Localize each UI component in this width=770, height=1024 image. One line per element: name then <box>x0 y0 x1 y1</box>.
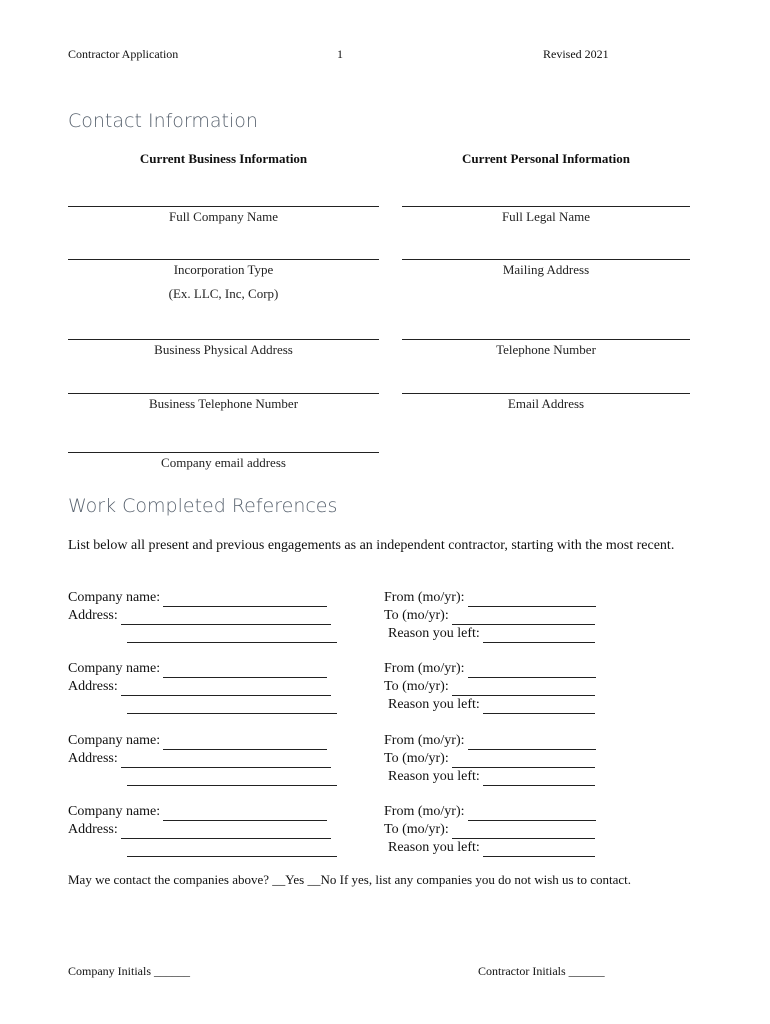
contact-section-title: Contact Information <box>68 110 258 132</box>
page-number: 1 <box>337 47 343 61</box>
legal-name-label: Full Legal Name <box>501 209 591 224</box>
to-label: To (mo/yr): <box>384 822 449 837</box>
reason-label: Reason you left: <box>388 769 480 784</box>
company-email-field[interactable] <box>68 452 379 453</box>
company-name-field[interactable] <box>68 206 379 207</box>
reference-right-4 <box>384 803 596 857</box>
address-label: Address: <box>68 751 118 766</box>
reason-label: Reason you left: <box>388 626 480 641</box>
address-input[interactable] <box>121 682 331 696</box>
company-email-label: Company email address <box>161 455 286 470</box>
company-initials[interactable]: Company Initials ______ <box>68 964 190 978</box>
incorporation-type-label: Incorporation Type <box>173 262 274 277</box>
from-input[interactable] <box>468 593 596 607</box>
mailing-address-label: Mailing Address <box>502 262 590 277</box>
from-input[interactable] <box>468 807 596 821</box>
to-input[interactable] <box>452 825 595 839</box>
company-name-input[interactable] <box>163 807 327 821</box>
business-address-field[interactable] <box>68 339 379 340</box>
incorporation-type-hint: (Ex. LLC, Inc, Corp) <box>168 286 279 301</box>
address-label: Address: <box>68 822 118 837</box>
address-line-2-input[interactable] <box>127 772 337 786</box>
address-label: Address: <box>68 679 118 694</box>
reference-right-2 <box>384 660 596 714</box>
reason-label: Reason you left: <box>388 697 480 712</box>
reference-left-2 <box>68 660 337 714</box>
company-name-label: Company name: <box>68 733 161 748</box>
business-heading: Current Business Information <box>139 151 308 166</box>
header-left: Contractor Application <box>68 47 179 61</box>
from-label: From (mo/yr): <box>384 804 465 819</box>
company-name-input[interactable] <box>163 736 327 750</box>
to-input[interactable] <box>452 611 595 625</box>
reason-input[interactable] <box>483 629 595 643</box>
reason-input[interactable] <box>483 843 595 857</box>
from-input[interactable] <box>468 664 596 678</box>
personal-heading: Current Personal Information <box>461 151 631 166</box>
business-telephone-field[interactable] <box>68 393 379 394</box>
company-name-input[interactable] <box>163 593 327 607</box>
reference-left-1 <box>68 589 337 643</box>
address-input[interactable] <box>121 754 331 768</box>
to-label: To (mo/yr): <box>384 751 449 766</box>
reference-left-4 <box>68 803 337 857</box>
email-field[interactable] <box>402 393 690 394</box>
legal-name-field[interactable] <box>402 206 690 207</box>
address-input[interactable] <box>121 825 331 839</box>
telephone-field[interactable] <box>402 339 690 340</box>
from-label: From (mo/yr): <box>384 590 465 605</box>
contractor-initials[interactable]: Contractor Initials ______ <box>478 964 605 978</box>
from-input[interactable] <box>468 736 596 750</box>
company-name-label: Full Company Name <box>168 209 279 224</box>
business-telephone-label: Business Telephone Number <box>148 396 299 411</box>
reference-right-3 <box>384 732 596 786</box>
reason-input[interactable] <box>483 700 595 714</box>
address-input[interactable] <box>121 611 331 625</box>
to-input[interactable] <box>452 754 595 768</box>
company-name-label: Company name: <box>68 661 161 676</box>
address-label: Address: <box>68 608 118 623</box>
company-name-input[interactable] <box>163 664 327 678</box>
incorporation-type-field[interactable] <box>68 259 379 260</box>
mailing-address-field[interactable] <box>402 259 690 260</box>
reference-left-3 <box>68 732 337 786</box>
address-line-2-input[interactable] <box>127 843 337 857</box>
reference-right-1 <box>384 589 596 643</box>
address-line-2-input[interactable] <box>127 629 337 643</box>
references-intro: List below all present and previous engagements as an independent contractor, starting with the most recent. <box>68 538 675 553</box>
header-right: Revised 2021 <box>543 47 609 61</box>
reason-label: Reason you left: <box>388 840 480 855</box>
company-name-label: Company name: <box>68 590 161 605</box>
email-label: Email Address <box>507 396 585 411</box>
from-label: From (mo/yr): <box>384 733 465 748</box>
contact-permission-question: May we contact the companies above? __Yes __No If yes, list any companies you do not wish us to contact. <box>68 872 631 887</box>
to-label: To (mo/yr): <box>384 608 449 623</box>
to-input[interactable] <box>452 682 595 696</box>
reason-input[interactable] <box>483 772 595 786</box>
address-line-2-input[interactable] <box>127 700 337 714</box>
references-section-title: Work Completed References <box>68 495 338 517</box>
telephone-label: Telephone Number <box>496 342 596 357</box>
to-label: To (mo/yr): <box>384 679 449 694</box>
business-address-label: Business Physical Address <box>154 342 293 357</box>
from-label: From (mo/yr): <box>384 661 465 676</box>
company-name-label: Company name: <box>68 804 161 819</box>
